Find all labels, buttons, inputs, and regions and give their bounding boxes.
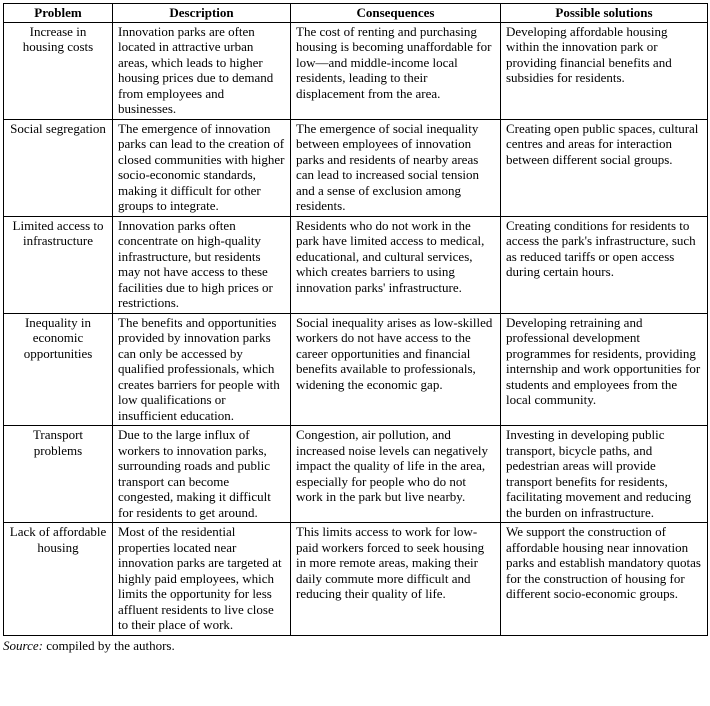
cell-description: The benefits and opportunities provided by innovation parks can only be accessed by qualified professionals, which creates barriers for people with low qualifications or insufficient education. [113,313,291,426]
cell-consequences: The cost of renting and purchasing housing is becoming unaffordable for low—and middle-income local residents, leading to their displacement from the area. [291,22,501,119]
table-row [4,426,708,523]
cell-solutions: Investing in developing public transport, bicycle paths, and pedestrian areas will provide transport benefits for residents, facilitating movement and reducing the burden on infrastructure. [501,426,708,523]
source-note [3,638,707,654]
cell-consequences: This limits access to work for low-paid workers forced to seek housing in more remote areas, making their daily commute more difficult and reducing their quality of life. [291,523,501,636]
cell-problem: Transport problems [4,426,113,523]
header-possible-solutions: Possible solutions [501,4,708,23]
document [3,3,707,654]
cell-problem: Increase in housing costs [4,22,113,119]
cell-consequences: The emergence of social inequality between employees of innovation parks and residents of nearby areas can lead to increased social tension and a sense of exclusion among residents. [291,119,501,216]
table-row [4,523,708,636]
header-consequences: Consequences [291,4,501,23]
cell-description: Due to the large influx of workers to innovation parks, surrounding roads and public transport can become congested, making it difficult for residents to get around. [113,426,291,523]
table-row [4,313,708,426]
cell-description: Innovation parks are often located in attractive urban areas, which leads to higher housing prices due to demand from employees and businesses. [113,22,291,119]
header-description: Description [113,4,291,23]
problems-table [3,3,708,636]
cell-solutions: Developing affordable housing within the innovation park or providing financial benefits and subsidies for residents. [501,22,708,119]
cell-problem: Social segregation [4,119,113,216]
cell-consequences: Residents who do not work in the park have limited access to medical, educational, and cultural services, which creates barriers to using innovation parks' infrastructure. [291,216,501,313]
cell-solutions: Creating open public spaces, cultural centres and areas for interaction between different social groups. [501,119,708,216]
table-row [4,22,708,119]
cell-problem: Limited access to infrastructure [4,216,113,313]
cell-description: The emergence of innovation parks can lead to the creation of closed communities with higher socio-economic standards, making it difficult for other groups to integrate. [113,119,291,216]
table-row [4,216,708,313]
cell-solutions: We support the construction of affordable housing near innovation parks and establish mandatory quotas for the construction of housing for different socio-economic groups. [501,523,708,636]
cell-consequences: Congestion, air pollution, and increased noise levels can negatively impact the quality of life in the area, especially for people who do not work in the park but live nearby. [291,426,501,523]
table-row [4,119,708,216]
source-label: Source: [3,637,43,653]
cell-solutions: Developing retraining and professional development programmes for residents, providing internship and work opportunities for students and employees from the local community. [501,313,708,426]
cell-description: Most of the residential properties located near innovation parks are targeted at highly paid employees, which limits the opportunity for less affluent residents to live close to their place of work. [113,523,291,636]
cell-consequences: Social inequality arises as low-skilled workers do not have access to the career opportunities and financial benefits available to professionals, widening the economic gap. [291,313,501,426]
cell-problem: Lack of affordable housing [4,523,113,636]
cell-description: Innovation parks often concentrate on high-quality infrastructure, but residents may not have access to these facilities due to high prices or restrictions. [113,216,291,313]
cell-problem: Inequality in economic opportunities [4,313,113,426]
source-text: compiled by the authors. [42,637,175,653]
cell-solutions: Creating conditions for residents to access the park's infrastructure, such as reduced tariffs or open access during certain hours. [501,216,708,313]
table-header-row [4,4,708,23]
header-problem: Problem [4,4,113,23]
